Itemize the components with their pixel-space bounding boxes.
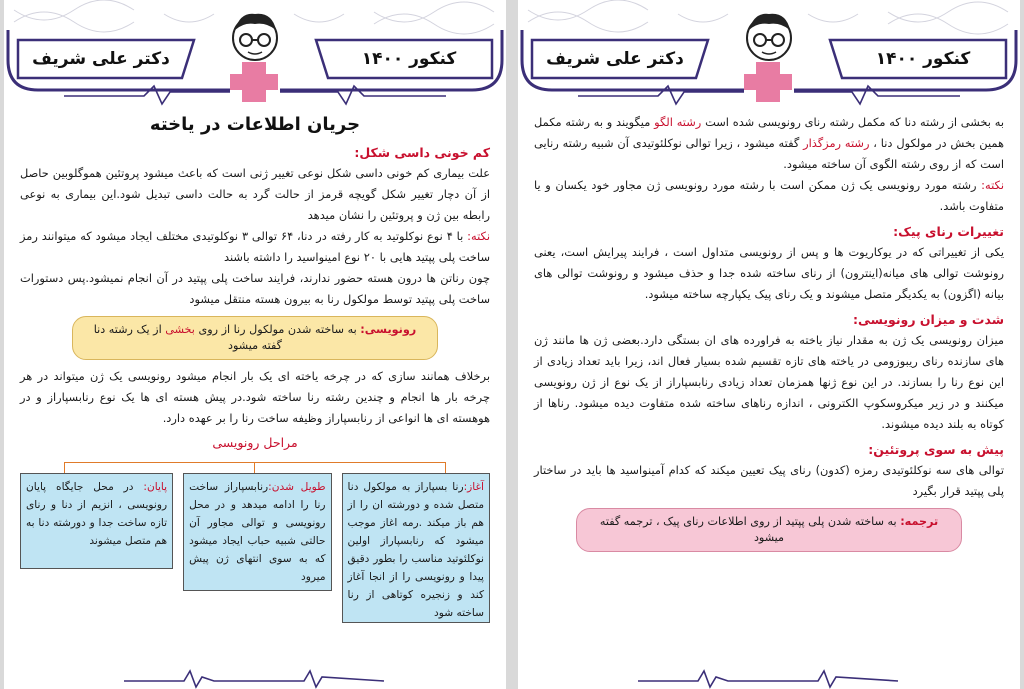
- definition-label: رونویسی:: [360, 323, 417, 336]
- text-fragment: گفته میشود ، زیرا توالی نوکلئوتیدی آن شبیه رشته رنایی است که از روی رشته الگوی آن ساخته میشود.: [534, 136, 1004, 171]
- exam-label: کنکور ۱۴۰۰: [361, 49, 457, 69]
- term-coding-strand: رشته رمزگذار: [803, 136, 870, 150]
- text-fragment: به بخشی از رشته دنا که مکمل رشته رنای رونویسی شده است: [701, 115, 1004, 129]
- footer-decoration: [518, 661, 1020, 689]
- avatar-icon: [747, 14, 791, 60]
- stages-boxes: [20, 473, 490, 623]
- definition-text-a: به ساخته شدن مولکول رنا از روی: [194, 323, 361, 336]
- definition-text: به ساخته شدن پلی پپتید از روی اطلاعات رنای پیک ، ترجمه گفته میشود: [599, 515, 901, 544]
- definition-label: ترجمه:: [900, 515, 939, 528]
- note-label: نکته:: [981, 178, 1004, 192]
- definition-highlight: بخشی: [165, 323, 195, 336]
- page-header: [4, 0, 506, 110]
- page-title: جریان اطلاعات در یاخته: [149, 114, 361, 135]
- author-label: دکتر علی شریف: [546, 49, 684, 69]
- paragraph-codons: توالی های سه نوکلئوتیدی رمزه (کدون) رنای پیک تعیین میکند که کدام آمینواسید ها باید در ساختار پلی پپتید قرار بگیرد: [534, 463, 1004, 498]
- section-title-mrna-changes: تغییرات رنای پیک:: [893, 224, 1004, 239]
- paragraph-sickle-cell: علت بیماری کم خونی داسی شکل نوعی تغییر ژنی است که باعث میشود پروتئین هموگلوبین حاصل از آن دچار تغییر شکل گویچه قرمز از حالت گرد به حالت داسی تبدیل شود.این بیماری به نوعی رابطه بین ژن و پروتئین را نشان میدهد: [20, 166, 490, 222]
- section-title-transcription-rate: شدت و میزان رونویسی:: [852, 312, 1004, 327]
- page-content: [534, 112, 1004, 661]
- stage-head-initiation: آغاز:: [463, 481, 484, 493]
- definition-text-b: از یک رشته دنا گفته میشود: [93, 323, 283, 352]
- paragraph-splicing: یکی از تغییراتی که در یوکاریوت ها و پس از رونویسی متداول است ، فرایند پیرایش است، یعنی رونوشت توالی های میانه(اینترون) از رنای ساخته شده جدا و حذف میشود و رونوشت توالی های بیانه (اگزون) به یکدیگر متصل میشوند و یک رنای پیک یکپارچه ساخته میشود.: [534, 245, 1004, 301]
- footer-decoration: [4, 661, 506, 689]
- avatar-icon: [233, 14, 277, 60]
- section-title-toward-protein: پیش به سوی پروتئین:: [868, 442, 1004, 457]
- exam-label: کنکور ۱۴۰۰: [875, 49, 971, 69]
- author-label: دکتر علی شریف: [32, 49, 170, 69]
- note-label: نکته:: [467, 229, 490, 243]
- section-title-sickle-cell: کم خونی داسی شکل:: [354, 145, 490, 160]
- paragraph-template-strand: [534, 112, 1004, 175]
- text-fragment: میگویند و به رشته مکمل همین بخش در مولکول دنا ،: [534, 115, 1004, 150]
- note-text: رشته مورد رونویسی یک ژن ممکن است با رشته مورد رونویسی ژن مجاور خود یکسان و یا متفاوت باشد.: [534, 178, 1004, 213]
- stage-box-initiation: [342, 473, 490, 623]
- paragraph-replication-vs-transcription: برخلاف همانند سازی که در چرخه یاخته ای یک بار انجام میشود رونویسی یک ژن میتواند در هر چرخه بار ها انجام و چندین رشته رنا ساخته شود.در پیش هسته ای ها یک نوع رنابسپاراز و در هوهسته ای ها انواعی از رنابسپاراز وظیفه ساخت رنا را بر عهده دارد.: [20, 369, 490, 425]
- stage-box-elongation: [183, 473, 331, 591]
- paragraph-transcription-rate: میزان رونویسی یک ژن به مقدار نیاز یاخته به فراورده های ان بستگی دارد.بعضی ژن ها مانند ژن های سازنده رنای ریبوزومی در یاخته های تازه تقسیم شده بسیار فعال اند، زیرا باید تعداد زیادی از این نوع رنا را بسازند. در این نوع ژنها همزمان تعداد زیادی رنابسپاراز از یک نوع از ژن رونویسی میکنند و در زیر میکروسکوپ الکترونی ، اندازه رناهای ساخته شده متفاوت دیده میشود. رناها از کوتاه به بلند دیده میشوند.: [534, 333, 1004, 431]
- note-text: با ۴ نوع نوکلوتید به کار رفته در دنا، ۶۴ توالی ۳ نوکلوتیدی مختلف ایجاد میشود که میتوانند رمز ساخت پلی پپتید هایی با ۲۰ نوع امینواسید را داشته باشند: [20, 229, 490, 264]
- definition-box-transcription: [72, 316, 439, 360]
- stages-title: مراحل رونویسی: [212, 435, 298, 450]
- stage-head-termination: پایان:: [143, 481, 168, 493]
- stage-box-termination: [20, 473, 173, 569]
- document-page-left: [4, 0, 506, 689]
- page-header: [518, 0, 1020, 110]
- paragraph-note-adjacent-genes: [534, 175, 1004, 217]
- stage-text-termination: در محل جایگاه پایان رونویسی ، انزیم از دنا و رنای تازه ساخت جدا و دورشته دنا به هم متصل میشوند: [26, 481, 168, 547]
- page-content: [20, 112, 490, 661]
- document-page-right: [518, 0, 1020, 689]
- stage-text-initiation: رنا بسپاراز به مولکول دنا متصل شده و دورشته ان را از هم باز میکند .رمه اغاز موجب میشود که رنابسپاراز اولین نوکلئوتید مناسب را بطور دقیق پیدا و رونویسی را از انجا آغاز کند و زنجیره کوتاهی از رنا ساخته شود: [347, 481, 484, 619]
- stage-head-elongation: طویل شدن:: [268, 481, 326, 493]
- paragraph-note-codons: [20, 226, 490, 268]
- stages-connector: [64, 455, 446, 473]
- term-template-strand: رشته الگو: [654, 115, 702, 129]
- paragraph-ribosomes: چون رناتن ها درون هسته حضور ندارند، فرایند ساخت پلی پپتید در آن انجام نمیشود.پس دستورات ساخت پلی پپتید توسط مولکول رنا به بیرون هسته منتقل میشود: [20, 271, 490, 306]
- stage-text-elongation: رنابسپاراز ساخت رنا را ادامه میدهد و در محل رونویسی و توالی مجاور آن حالتی شبیه حباب ایجاد میشود که به سوی انتهای ژن پیش میرود: [189, 481, 326, 583]
- definition-box-translation: [576, 508, 961, 552]
